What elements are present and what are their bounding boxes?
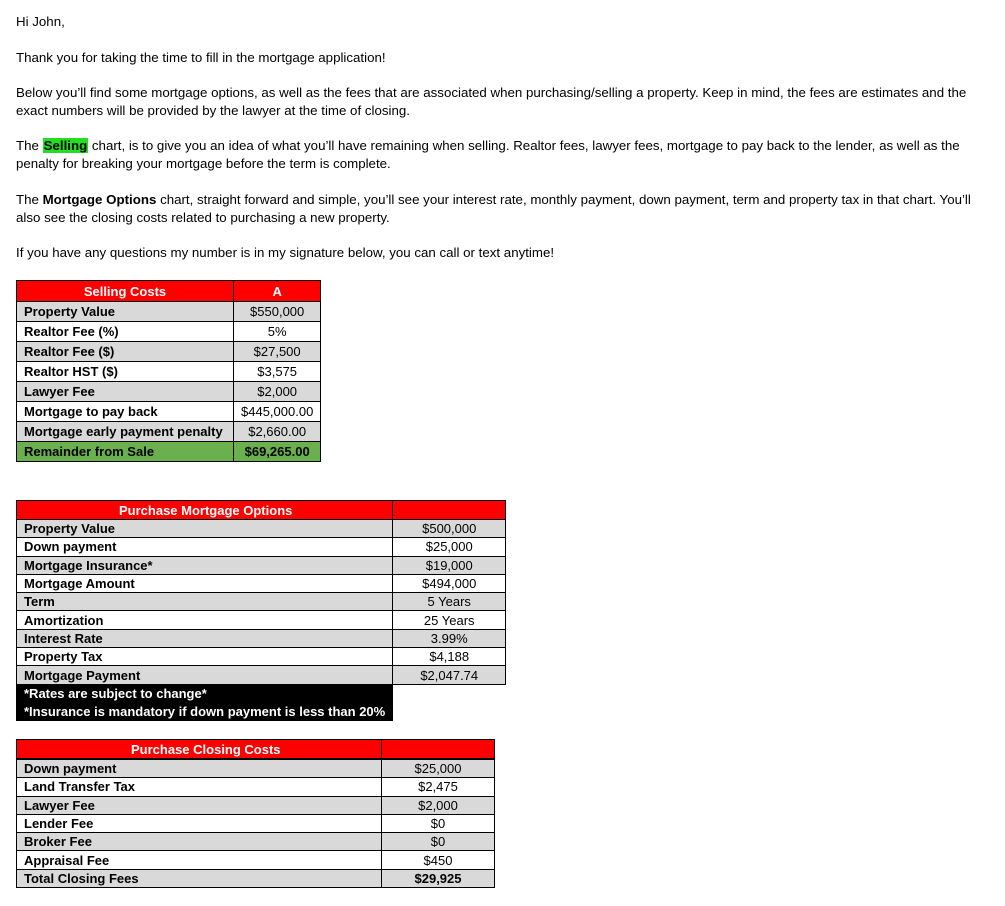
table-row [17, 302, 321, 322]
row-value: $2,475 [382, 778, 495, 796]
paragraph-thanks: Thank you for taking the time to fill in the mortgage application! [16, 50, 386, 65]
row-label: Property Tax [17, 648, 393, 666]
row-value: $550,000 [234, 302, 321, 322]
table-row [17, 760, 495, 778]
table-row [17, 796, 495, 814]
row-value: $25,000 [393, 538, 506, 556]
selling-header-label: Selling Costs [17, 281, 234, 302]
table-row [17, 778, 495, 796]
row-value: $445,000.00 [234, 402, 321, 422]
table-row [17, 833, 495, 851]
selling-header-col: A [234, 281, 321, 302]
selling-highlight: Selling [43, 138, 88, 153]
total-value: $29,925 [382, 869, 495, 887]
para4-post: chart, straight forward and simple, you’ll see your interest rate, monthly payment, down payment, term and property tax in that chart. You’ll also see the closing costs related to purchasing a new property. [16, 192, 971, 225]
row-label: Down payment [17, 538, 393, 556]
note-blank [393, 702, 506, 720]
row-value: $0 [382, 814, 495, 832]
row-label: Appraisal Fee [17, 851, 382, 869]
row-value: 25 Years [393, 611, 506, 629]
table-row [17, 402, 321, 422]
mortgage-options-table [16, 500, 506, 721]
row-label: Realtor Fee (%) [17, 322, 234, 342]
row-value: 5 Years [393, 593, 506, 611]
row-label: Mortgage to pay back [17, 402, 234, 422]
note-rates: *Rates are subject to change* [17, 684, 393, 702]
table-header-row [17, 501, 506, 520]
mortgage-options-bold: Mortgage Options [42, 192, 157, 207]
remainder-label: Remainder from Sale [17, 442, 234, 462]
row-label: Mortgage early payment penalty [17, 422, 234, 442]
mortgage-header-label: Purchase Mortgage Options [17, 501, 393, 520]
row-value: 5% [234, 322, 321, 342]
closing-header-label: Purchase Closing Costs [17, 740, 382, 759]
row-value: 3.99% [393, 629, 506, 647]
table-row [17, 814, 495, 832]
row-label: Mortgage Insurance* [17, 556, 393, 574]
row-label: Property Value [17, 302, 234, 322]
greeting: Hi John, [16, 14, 65, 29]
table-row [17, 362, 321, 382]
row-value: $4,188 [393, 648, 506, 666]
row-label: Realtor HST ($) [17, 362, 234, 382]
row-label: Realtor Fee ($) [17, 342, 234, 362]
table-row [17, 322, 321, 342]
note-row [17, 684, 506, 702]
row-value: $494,000 [393, 574, 506, 592]
row-value: $2,660.00 [234, 422, 321, 442]
remainder-row [17, 442, 321, 462]
row-value: $450 [382, 851, 495, 869]
table-row [17, 611, 506, 629]
paragraph-selling [16, 137, 991, 173]
row-value: $2,000 [382, 796, 495, 814]
table-row [17, 556, 506, 574]
table-row [17, 538, 506, 556]
row-label: Down payment [17, 760, 382, 778]
table-row [17, 851, 495, 869]
total-row [17, 869, 495, 887]
table-row [17, 648, 506, 666]
para3-pre: The [16, 138, 43, 153]
table-row [17, 520, 506, 538]
row-label: Property Value [17, 520, 393, 538]
selling-costs-table [16, 280, 321, 462]
row-value: $2,047.74 [393, 666, 506, 684]
table-row [17, 574, 506, 592]
mortgage-header-blank [393, 501, 506, 520]
row-label: Lawyer Fee [17, 382, 234, 402]
row-value: $19,000 [393, 556, 506, 574]
paragraph-intro: Below you’ll find some mortgage options, as well as the fees that are associated when purchasing/selling a property. Keep in mind, the fees are estimates and the exact numbers will be provided by the lawyer at the time of closing. [16, 85, 967, 118]
table-row [17, 342, 321, 362]
table-row [17, 382, 321, 402]
table-header-row [17, 740, 495, 759]
paragraph-questions: If you have any questions my number is in my signature below, you can call or text anytime! [16, 245, 555, 260]
row-value: $3,575 [234, 362, 321, 382]
row-value: $27,500 [234, 342, 321, 362]
remainder-value: $69,265.00 [234, 442, 321, 462]
row-label: Amortization [17, 611, 393, 629]
closing-costs-table [16, 739, 495, 888]
table-row [17, 666, 506, 684]
closing-header-blank [382, 740, 495, 759]
table-header-row [17, 281, 321, 302]
row-label: Lender Fee [17, 814, 382, 832]
para4-pre: The [16, 192, 43, 207]
table-row [17, 629, 506, 647]
row-label: Mortgage Amount [17, 574, 393, 592]
row-value: $0 [382, 833, 495, 851]
paragraph-mortgage-options [16, 191, 991, 227]
row-label: Broker Fee [17, 833, 382, 851]
para3-post: chart, is to give you an idea of what you’ll have remaining when selling. Realtor fees, lawyer fees, mortgage to pay back to the lender, as well as the penalty for breaking your mortgage before the term is complete. [16, 138, 960, 171]
row-value: $25,000 [382, 760, 495, 778]
row-label: Interest Rate [17, 629, 393, 647]
total-label: Total Closing Fees [17, 869, 382, 887]
row-label: Land Transfer Tax [17, 778, 382, 796]
table-row [17, 422, 321, 442]
table-row [17, 593, 506, 611]
row-label: Mortgage Payment [17, 666, 393, 684]
row-value: $2,000 [234, 382, 321, 402]
row-label: Lawyer Fee [17, 796, 382, 814]
note-row [17, 702, 506, 720]
row-label: Term [17, 593, 393, 611]
note-blank [393, 684, 506, 702]
row-value: $500,000 [393, 520, 506, 538]
note-insurance: *Insurance is mandatory if down payment is less than 20% [17, 702, 393, 720]
